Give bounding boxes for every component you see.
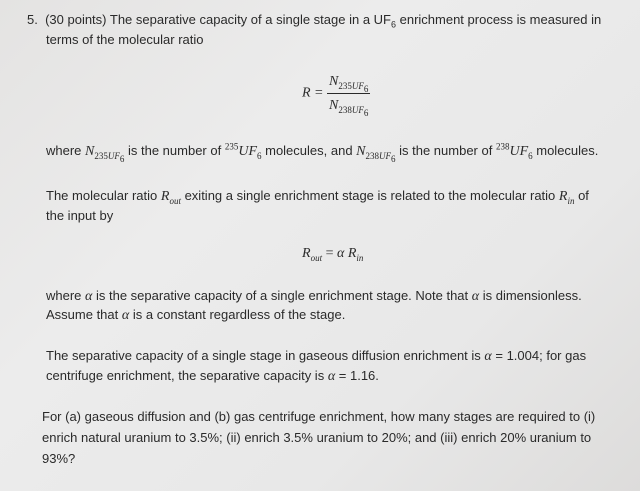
fraction-denominator: $N_{238UF_6}$ <box>329 98 369 118</box>
problem-intro-text-end: enrichment process is measured in <box>396 12 602 27</box>
problem-number: 5. <box>27 12 38 27</box>
equation-stage-relation: $R_{out} = \alpha$ $R_{in}$ <box>302 246 364 263</box>
equation-molecular-ratio <box>302 72 370 118</box>
values-line-2: centrifuge enrichment, the separative capacity is α = 1.16. <box>46 368 379 384</box>
fraction <box>327 72 370 118</box>
ratio-paragraph-line-2: the input by <box>46 208 114 223</box>
question-line-3: 93%? <box>42 451 76 466</box>
question-line-2: enrich natural uranium to 3.5%; (ii) enrich 3.5% uranium to 20%; and (iii) enrich 20% uranium to <box>42 430 592 445</box>
question-line-1: For (a) gaseous diffusion and (b) gas centrifuge enrichment, how many stages are required to (i) <box>42 409 596 424</box>
ratio-paragraph-line-1: The molecular ratio $R_{out}$ exiting a single enrichment stage is related to the molecular ratio $R_{in}$ of <box>46 188 589 206</box>
alpha-definition-line-2: Assume that α is a constant regardless of the stage. <box>46 307 346 323</box>
alpha-definition-line-1: where α is the separative capacity of a single enrichment stage. Note that α is dimensionless. <box>46 288 582 304</box>
problem-points: (30 points) <box>45 12 107 27</box>
definition-line: where $N_{235UF_6}$ is the number of $^{235}UF_6$ molecules, and $N_{238UF_6}$ is the number of $^{238}UF_6$ molecules. <box>46 141 599 164</box>
uf6-subscript: 6 <box>390 19 396 30</box>
fraction-numerator: $N_{235UF_6}$ <box>329 74 369 94</box>
equation-lhs: R = <box>302 85 324 101</box>
values-line-1: The separative capacity of a single stage in gaseous diffusion enrichment is α = 1.004; for gas <box>46 348 587 364</box>
problem-intro-text: The separative capacity of a single stage in a UF <box>109 12 391 27</box>
problem-intro-line-1 <box>27 10 601 29</box>
problem-intro-line-2: terms of the molecular ratio <box>46 32 204 47</box>
